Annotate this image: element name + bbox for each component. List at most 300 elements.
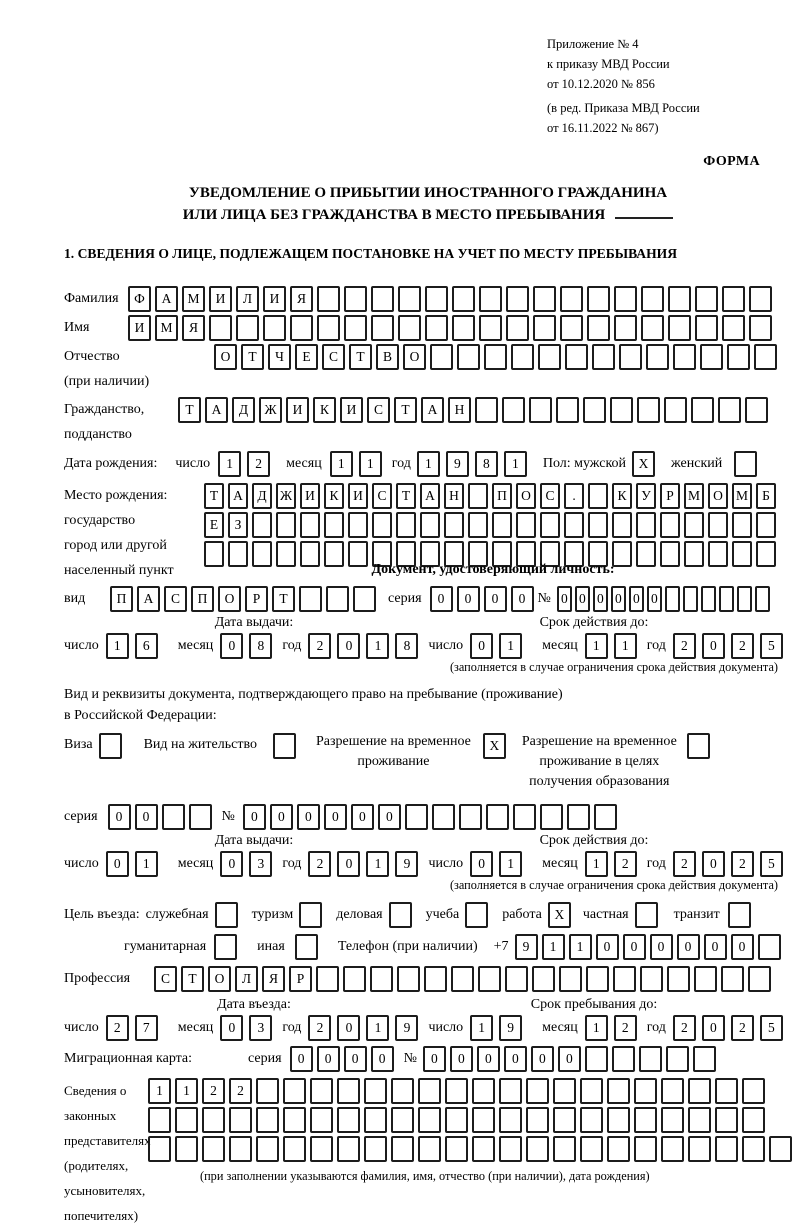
char-cell[interactable]	[667, 966, 690, 992]
char-cell[interactable]	[664, 397, 687, 423]
char-cell[interactable]	[580, 1136, 603, 1162]
char-cell[interactable]	[344, 315, 367, 341]
char-cell[interactable]	[209, 315, 232, 341]
char-cell[interactable]	[588, 512, 608, 538]
char-cell[interactable]: Е	[295, 344, 318, 370]
char-cell[interactable]	[742, 1107, 765, 1133]
char-cell[interactable]	[310, 1078, 333, 1104]
char-cell[interactable]	[688, 1078, 711, 1104]
char-cell[interactable]	[511, 344, 534, 370]
char-cell[interactable]: 1	[614, 633, 637, 659]
char-cell[interactable]	[754, 344, 777, 370]
char-cell[interactable]	[607, 1107, 630, 1133]
char-cell[interactable]: 0	[470, 851, 493, 877]
char-cell[interactable]	[204, 541, 224, 567]
char-cell[interactable]	[418, 1078, 441, 1104]
char-cell[interactable]	[343, 966, 366, 992]
char-cell[interactable]	[538, 344, 561, 370]
char-cell[interactable]	[612, 1046, 635, 1072]
char-cell[interactable]	[364, 1078, 387, 1104]
char-cell[interactable]: Т	[396, 483, 416, 509]
char-cell[interactable]: К	[612, 483, 632, 509]
char-cell[interactable]: П	[191, 586, 214, 612]
char-cell[interactable]	[533, 315, 556, 341]
char-cell[interactable]: Р	[660, 483, 680, 509]
char-cell[interactable]	[405, 804, 428, 830]
char-cell[interactable]: 2	[229, 1078, 252, 1104]
char-cell[interactable]: 1	[569, 934, 592, 960]
char-cell[interactable]: 0	[337, 633, 360, 659]
char-cell[interactable]	[715, 1078, 738, 1104]
char-cell[interactable]	[256, 1136, 279, 1162]
char-cell[interactable]: 0	[378, 804, 401, 830]
char-cell[interactable]: 9	[515, 934, 538, 960]
char-cell[interactable]: 2	[308, 1015, 331, 1041]
char-cell[interactable]	[592, 344, 615, 370]
char-cell[interactable]: 1	[504, 451, 527, 477]
char-cell[interactable]: 9	[395, 1015, 418, 1041]
char-cell[interactable]: К	[324, 483, 344, 509]
char-cell[interactable]	[486, 804, 509, 830]
char-cell[interactable]: С	[154, 966, 177, 992]
char-cell[interactable]	[445, 1078, 468, 1104]
char-cell[interactable]	[715, 1107, 738, 1133]
char-cell[interactable]	[553, 1078, 576, 1104]
char-cell[interactable]	[316, 966, 339, 992]
char-cell[interactable]	[276, 512, 296, 538]
char-cell[interactable]: 0	[593, 586, 608, 612]
char-cell[interactable]: 1	[135, 851, 158, 877]
char-cell[interactable]: 2	[247, 451, 270, 477]
char-cell[interactable]	[769, 1136, 792, 1162]
char-cell[interactable]: 2	[308, 633, 331, 659]
char-cell[interactable]	[337, 1136, 360, 1162]
char-cell[interactable]	[459, 804, 482, 830]
char-cell[interactable]: 0	[531, 1046, 554, 1072]
char-cell[interactable]: 0	[344, 1046, 367, 1072]
char-cell[interactable]: .	[564, 483, 584, 509]
char-cell[interactable]: 1	[470, 1015, 493, 1041]
char-cell[interactable]	[749, 315, 772, 341]
char-cell[interactable]	[721, 966, 744, 992]
char-cell[interactable]	[594, 804, 617, 830]
char-cell[interactable]: 0	[611, 586, 626, 612]
char-cell[interactable]	[727, 344, 750, 370]
char-cell[interactable]: П	[110, 586, 133, 612]
char-cell[interactable]	[636, 512, 656, 538]
char-cell[interactable]: С	[164, 586, 187, 612]
char-cell[interactable]	[364, 1136, 387, 1162]
char-cell[interactable]: 3	[249, 851, 272, 877]
char-cell[interactable]: Я	[182, 315, 205, 341]
char-cell[interactable]	[326, 586, 349, 612]
char-cell[interactable]: М	[684, 483, 704, 509]
char-cell[interactable]	[468, 512, 488, 538]
char-cell[interactable]	[665, 586, 680, 612]
char-cell[interactable]: Я	[290, 286, 313, 312]
char-cell[interactable]	[553, 1136, 576, 1162]
char-cell[interactable]	[722, 315, 745, 341]
char-cell[interactable]	[732, 541, 752, 567]
char-cell[interactable]	[646, 344, 669, 370]
char-cell[interactable]: 2	[673, 1015, 696, 1041]
char-cell[interactable]	[587, 315, 610, 341]
char-cell[interactable]	[635, 902, 658, 928]
char-cell[interactable]	[613, 966, 636, 992]
char-cell[interactable]	[560, 315, 583, 341]
char-cell[interactable]	[556, 397, 579, 423]
char-cell[interactable]	[479, 286, 502, 312]
char-cell[interactable]: 0	[317, 1046, 340, 1072]
char-cell[interactable]	[660, 541, 680, 567]
char-cell[interactable]: О	[214, 344, 237, 370]
char-cell[interactable]	[700, 344, 723, 370]
char-cell[interactable]	[673, 344, 696, 370]
char-cell[interactable]	[430, 344, 453, 370]
char-cell[interactable]	[529, 397, 552, 423]
char-cell[interactable]	[693, 1046, 716, 1072]
char-cell[interactable]: 0	[477, 1046, 500, 1072]
char-cell[interactable]: 2	[106, 1015, 129, 1041]
char-cell[interactable]: 0	[484, 586, 507, 612]
char-cell[interactable]: 0	[558, 1046, 581, 1072]
char-cell[interactable]	[742, 1136, 765, 1162]
char-cell[interactable]	[660, 512, 680, 538]
char-cell[interactable]: X	[548, 902, 571, 928]
char-cell[interactable]: Ч	[268, 344, 291, 370]
char-cell[interactable]: 3	[249, 1015, 272, 1041]
char-cell[interactable]	[734, 451, 757, 477]
char-cell[interactable]	[637, 397, 660, 423]
char-cell[interactable]	[583, 397, 606, 423]
char-cell[interactable]	[506, 315, 529, 341]
char-cell[interactable]: 6	[135, 633, 158, 659]
char-cell[interactable]: 1	[175, 1078, 198, 1104]
char-cell[interactable]: О	[403, 344, 426, 370]
char-cell[interactable]	[526, 1078, 549, 1104]
char-cell[interactable]	[634, 1078, 657, 1104]
char-cell[interactable]: Т	[272, 586, 295, 612]
char-cell[interactable]: С	[322, 344, 345, 370]
char-cell[interactable]: 0	[324, 804, 347, 830]
char-cell[interactable]	[737, 586, 752, 612]
char-cell[interactable]	[445, 1136, 468, 1162]
char-cell[interactable]: 1	[330, 451, 353, 477]
char-cell[interactable]	[540, 804, 563, 830]
char-cell[interactable]	[337, 1078, 360, 1104]
char-cell[interactable]	[398, 315, 421, 341]
char-cell[interactable]: 1	[218, 451, 241, 477]
char-cell[interactable]: 1	[366, 1015, 389, 1041]
char-cell[interactable]: Е	[204, 512, 224, 538]
char-cell[interactable]: 1	[499, 851, 522, 877]
char-cell[interactable]	[299, 586, 322, 612]
char-cell[interactable]	[553, 1107, 576, 1133]
char-cell[interactable]: 1	[585, 851, 608, 877]
char-cell[interactable]: 1	[366, 851, 389, 877]
char-cell[interactable]	[300, 541, 320, 567]
char-cell[interactable]	[295, 934, 318, 960]
char-cell[interactable]	[661, 1078, 684, 1104]
char-cell[interactable]	[580, 1107, 603, 1133]
char-cell[interactable]: 2	[614, 1015, 637, 1041]
char-cell[interactable]: 2	[731, 1015, 754, 1041]
char-cell[interactable]	[229, 1107, 252, 1133]
char-cell[interactable]: 0	[337, 851, 360, 877]
char-cell[interactable]	[728, 902, 751, 928]
char-cell[interactable]	[559, 966, 582, 992]
char-cell[interactable]	[688, 1107, 711, 1133]
char-cell[interactable]	[148, 1136, 171, 1162]
char-cell[interactable]: 0	[470, 633, 493, 659]
char-cell[interactable]: 1	[148, 1078, 171, 1104]
char-cell[interactable]: Ф	[128, 286, 151, 312]
char-cell[interactable]	[273, 733, 296, 759]
char-cell[interactable]	[607, 1078, 630, 1104]
char-cell[interactable]	[263, 315, 286, 341]
char-cell[interactable]	[228, 541, 248, 567]
char-cell[interactable]: И	[286, 397, 309, 423]
char-cell[interactable]: Р	[289, 966, 312, 992]
char-cell[interactable]: 1	[542, 934, 565, 960]
char-cell[interactable]: П	[492, 483, 512, 509]
char-cell[interactable]	[612, 541, 632, 567]
char-cell[interactable]: И	[209, 286, 232, 312]
char-cell[interactable]	[567, 804, 590, 830]
char-cell[interactable]	[391, 1136, 414, 1162]
char-cell[interactable]: 9	[499, 1015, 522, 1041]
char-cell[interactable]	[202, 1136, 225, 1162]
char-cell[interactable]	[420, 512, 440, 538]
char-cell[interactable]: 0	[108, 804, 131, 830]
char-cell[interactable]: 1	[585, 633, 608, 659]
char-cell[interactable]	[499, 1107, 522, 1133]
char-cell[interactable]	[283, 1107, 306, 1133]
char-cell[interactable]: 0	[351, 804, 374, 830]
char-cell[interactable]	[353, 586, 376, 612]
char-cell[interactable]: Д	[232, 397, 255, 423]
char-cell[interactable]: А	[420, 483, 440, 509]
char-cell[interactable]	[452, 315, 475, 341]
char-cell[interactable]	[344, 286, 367, 312]
char-cell[interactable]	[364, 1107, 387, 1133]
char-cell[interactable]: 1	[417, 451, 440, 477]
char-cell[interactable]: 9	[446, 451, 469, 477]
char-cell[interactable]: О	[708, 483, 728, 509]
char-cell[interactable]	[465, 902, 488, 928]
char-cell[interactable]: С	[367, 397, 390, 423]
char-cell[interactable]: 5	[760, 851, 783, 877]
char-cell[interactable]	[756, 541, 776, 567]
char-cell[interactable]	[348, 512, 368, 538]
char-cell[interactable]: 0	[704, 934, 727, 960]
char-cell[interactable]	[189, 804, 212, 830]
char-cell[interactable]: Т	[394, 397, 417, 423]
char-cell[interactable]	[684, 541, 704, 567]
char-cell[interactable]: 0	[650, 934, 673, 960]
char-cell[interactable]: 0	[423, 1046, 446, 1072]
char-cell[interactable]	[425, 286, 448, 312]
char-cell[interactable]	[418, 1107, 441, 1133]
char-cell[interactable]	[634, 1136, 657, 1162]
char-cell[interactable]	[256, 1107, 279, 1133]
char-cell[interactable]: Я	[262, 966, 285, 992]
char-cell[interactable]: 0	[106, 851, 129, 877]
char-cell[interactable]: О	[516, 483, 536, 509]
char-cell[interactable]: У	[636, 483, 656, 509]
char-cell[interactable]: 1	[359, 451, 382, 477]
char-cell[interactable]	[310, 1107, 333, 1133]
char-cell[interactable]	[283, 1078, 306, 1104]
char-cell[interactable]	[299, 902, 322, 928]
char-cell[interactable]: А	[205, 397, 228, 423]
char-cell[interactable]	[499, 1078, 522, 1104]
char-cell[interactable]	[252, 512, 272, 538]
char-cell[interactable]	[370, 966, 393, 992]
char-cell[interactable]	[99, 733, 122, 759]
char-cell[interactable]	[506, 286, 529, 312]
char-cell[interactable]	[424, 966, 447, 992]
char-cell[interactable]: 2	[202, 1078, 225, 1104]
char-cell[interactable]	[445, 1107, 468, 1133]
char-cell[interactable]	[532, 966, 555, 992]
char-cell[interactable]: Ж	[259, 397, 282, 423]
char-cell[interactable]	[324, 512, 344, 538]
char-cell[interactable]	[758, 934, 781, 960]
char-cell[interactable]: Н	[444, 483, 464, 509]
char-cell[interactable]	[701, 586, 716, 612]
char-cell[interactable]: Р	[245, 586, 268, 612]
char-cell[interactable]	[472, 1136, 495, 1162]
char-cell[interactable]	[586, 966, 609, 992]
char-cell[interactable]: 0	[243, 804, 266, 830]
char-cell[interactable]	[619, 344, 642, 370]
char-cell[interactable]: М	[732, 483, 752, 509]
char-cell[interactable]	[742, 1078, 765, 1104]
char-cell[interactable]	[719, 586, 734, 612]
char-cell[interactable]: И	[128, 315, 151, 341]
char-cell[interactable]	[755, 586, 770, 612]
char-cell[interactable]	[202, 1107, 225, 1133]
char-cell[interactable]: 0	[702, 633, 725, 659]
char-cell[interactable]	[614, 286, 637, 312]
char-cell[interactable]	[756, 512, 776, 538]
char-cell[interactable]	[317, 315, 340, 341]
char-cell[interactable]	[722, 286, 745, 312]
char-cell[interactable]: 2	[614, 851, 637, 877]
char-cell[interactable]	[708, 541, 728, 567]
char-cell[interactable]	[666, 1046, 689, 1072]
char-cell[interactable]	[175, 1107, 198, 1133]
char-cell[interactable]	[526, 1107, 549, 1133]
char-cell[interactable]: 0	[297, 804, 320, 830]
char-cell[interactable]	[695, 315, 718, 341]
char-cell[interactable]: С	[540, 483, 560, 509]
char-cell[interactable]	[745, 397, 768, 423]
char-cell[interactable]: А	[228, 483, 248, 509]
char-cell[interactable]: 0	[557, 586, 572, 612]
char-cell[interactable]	[641, 286, 664, 312]
char-cell[interactable]	[391, 1107, 414, 1133]
char-cell[interactable]: И	[340, 397, 363, 423]
char-cell[interactable]	[565, 344, 588, 370]
char-cell[interactable]	[457, 344, 480, 370]
char-cell[interactable]: 1	[499, 633, 522, 659]
char-cell[interactable]: Л	[235, 966, 258, 992]
char-cell[interactable]	[215, 902, 238, 928]
char-cell[interactable]: 0	[135, 804, 158, 830]
char-cell[interactable]: X	[483, 733, 506, 759]
char-cell[interactable]	[640, 966, 663, 992]
char-cell[interactable]	[688, 1136, 711, 1162]
char-cell[interactable]	[398, 286, 421, 312]
char-cell[interactable]	[452, 286, 475, 312]
char-cell[interactable]	[641, 315, 664, 341]
char-cell[interactable]: 0	[457, 586, 480, 612]
char-cell[interactable]	[564, 512, 584, 538]
char-cell[interactable]: 0	[596, 934, 619, 960]
char-cell[interactable]: М	[155, 315, 178, 341]
char-cell[interactable]: 0	[677, 934, 700, 960]
char-cell[interactable]: 0	[337, 1015, 360, 1041]
char-cell[interactable]	[668, 315, 691, 341]
char-cell[interactable]	[162, 804, 185, 830]
char-cell[interactable]: 9	[395, 851, 418, 877]
char-cell[interactable]: 2	[731, 633, 754, 659]
char-cell[interactable]	[425, 315, 448, 341]
char-cell[interactable]	[418, 1136, 441, 1162]
char-cell[interactable]	[396, 512, 416, 538]
char-cell[interactable]	[432, 804, 455, 830]
char-cell[interactable]: 0	[220, 851, 243, 877]
char-cell[interactable]	[588, 483, 608, 509]
char-cell[interactable]: Т	[349, 344, 372, 370]
char-cell[interactable]	[614, 315, 637, 341]
char-cell[interactable]	[560, 286, 583, 312]
char-cell[interactable]: Т	[241, 344, 264, 370]
char-cell[interactable]: А	[155, 286, 178, 312]
char-cell[interactable]	[661, 1107, 684, 1133]
char-cell[interactable]	[708, 512, 728, 538]
char-cell[interactable]	[715, 1136, 738, 1162]
char-cell[interactable]: 5	[760, 1015, 783, 1041]
char-cell[interactable]	[718, 397, 741, 423]
char-cell[interactable]	[661, 1136, 684, 1162]
char-cell[interactable]: К	[313, 397, 336, 423]
char-cell[interactable]	[252, 541, 272, 567]
char-cell[interactable]	[391, 1078, 414, 1104]
char-cell[interactable]	[300, 512, 320, 538]
char-cell[interactable]	[256, 1078, 279, 1104]
char-cell[interactable]: 0	[702, 1015, 725, 1041]
char-cell[interactable]	[371, 286, 394, 312]
char-cell[interactable]	[175, 1136, 198, 1162]
char-cell[interactable]: Д	[252, 483, 272, 509]
char-cell[interactable]: 2	[673, 633, 696, 659]
char-cell[interactable]: С	[372, 483, 392, 509]
char-cell[interactable]: Ж	[276, 483, 296, 509]
char-cell[interactable]: О	[218, 586, 241, 612]
char-cell[interactable]	[691, 397, 714, 423]
char-cell[interactable]: 0	[731, 934, 754, 960]
char-cell[interactable]	[587, 286, 610, 312]
char-cell[interactable]: 0	[290, 1046, 313, 1072]
char-cell[interactable]: 0	[220, 1015, 243, 1041]
char-cell[interactable]	[290, 315, 313, 341]
char-cell[interactable]	[389, 902, 412, 928]
char-cell[interactable]: 0	[371, 1046, 394, 1072]
char-cell[interactable]	[694, 966, 717, 992]
